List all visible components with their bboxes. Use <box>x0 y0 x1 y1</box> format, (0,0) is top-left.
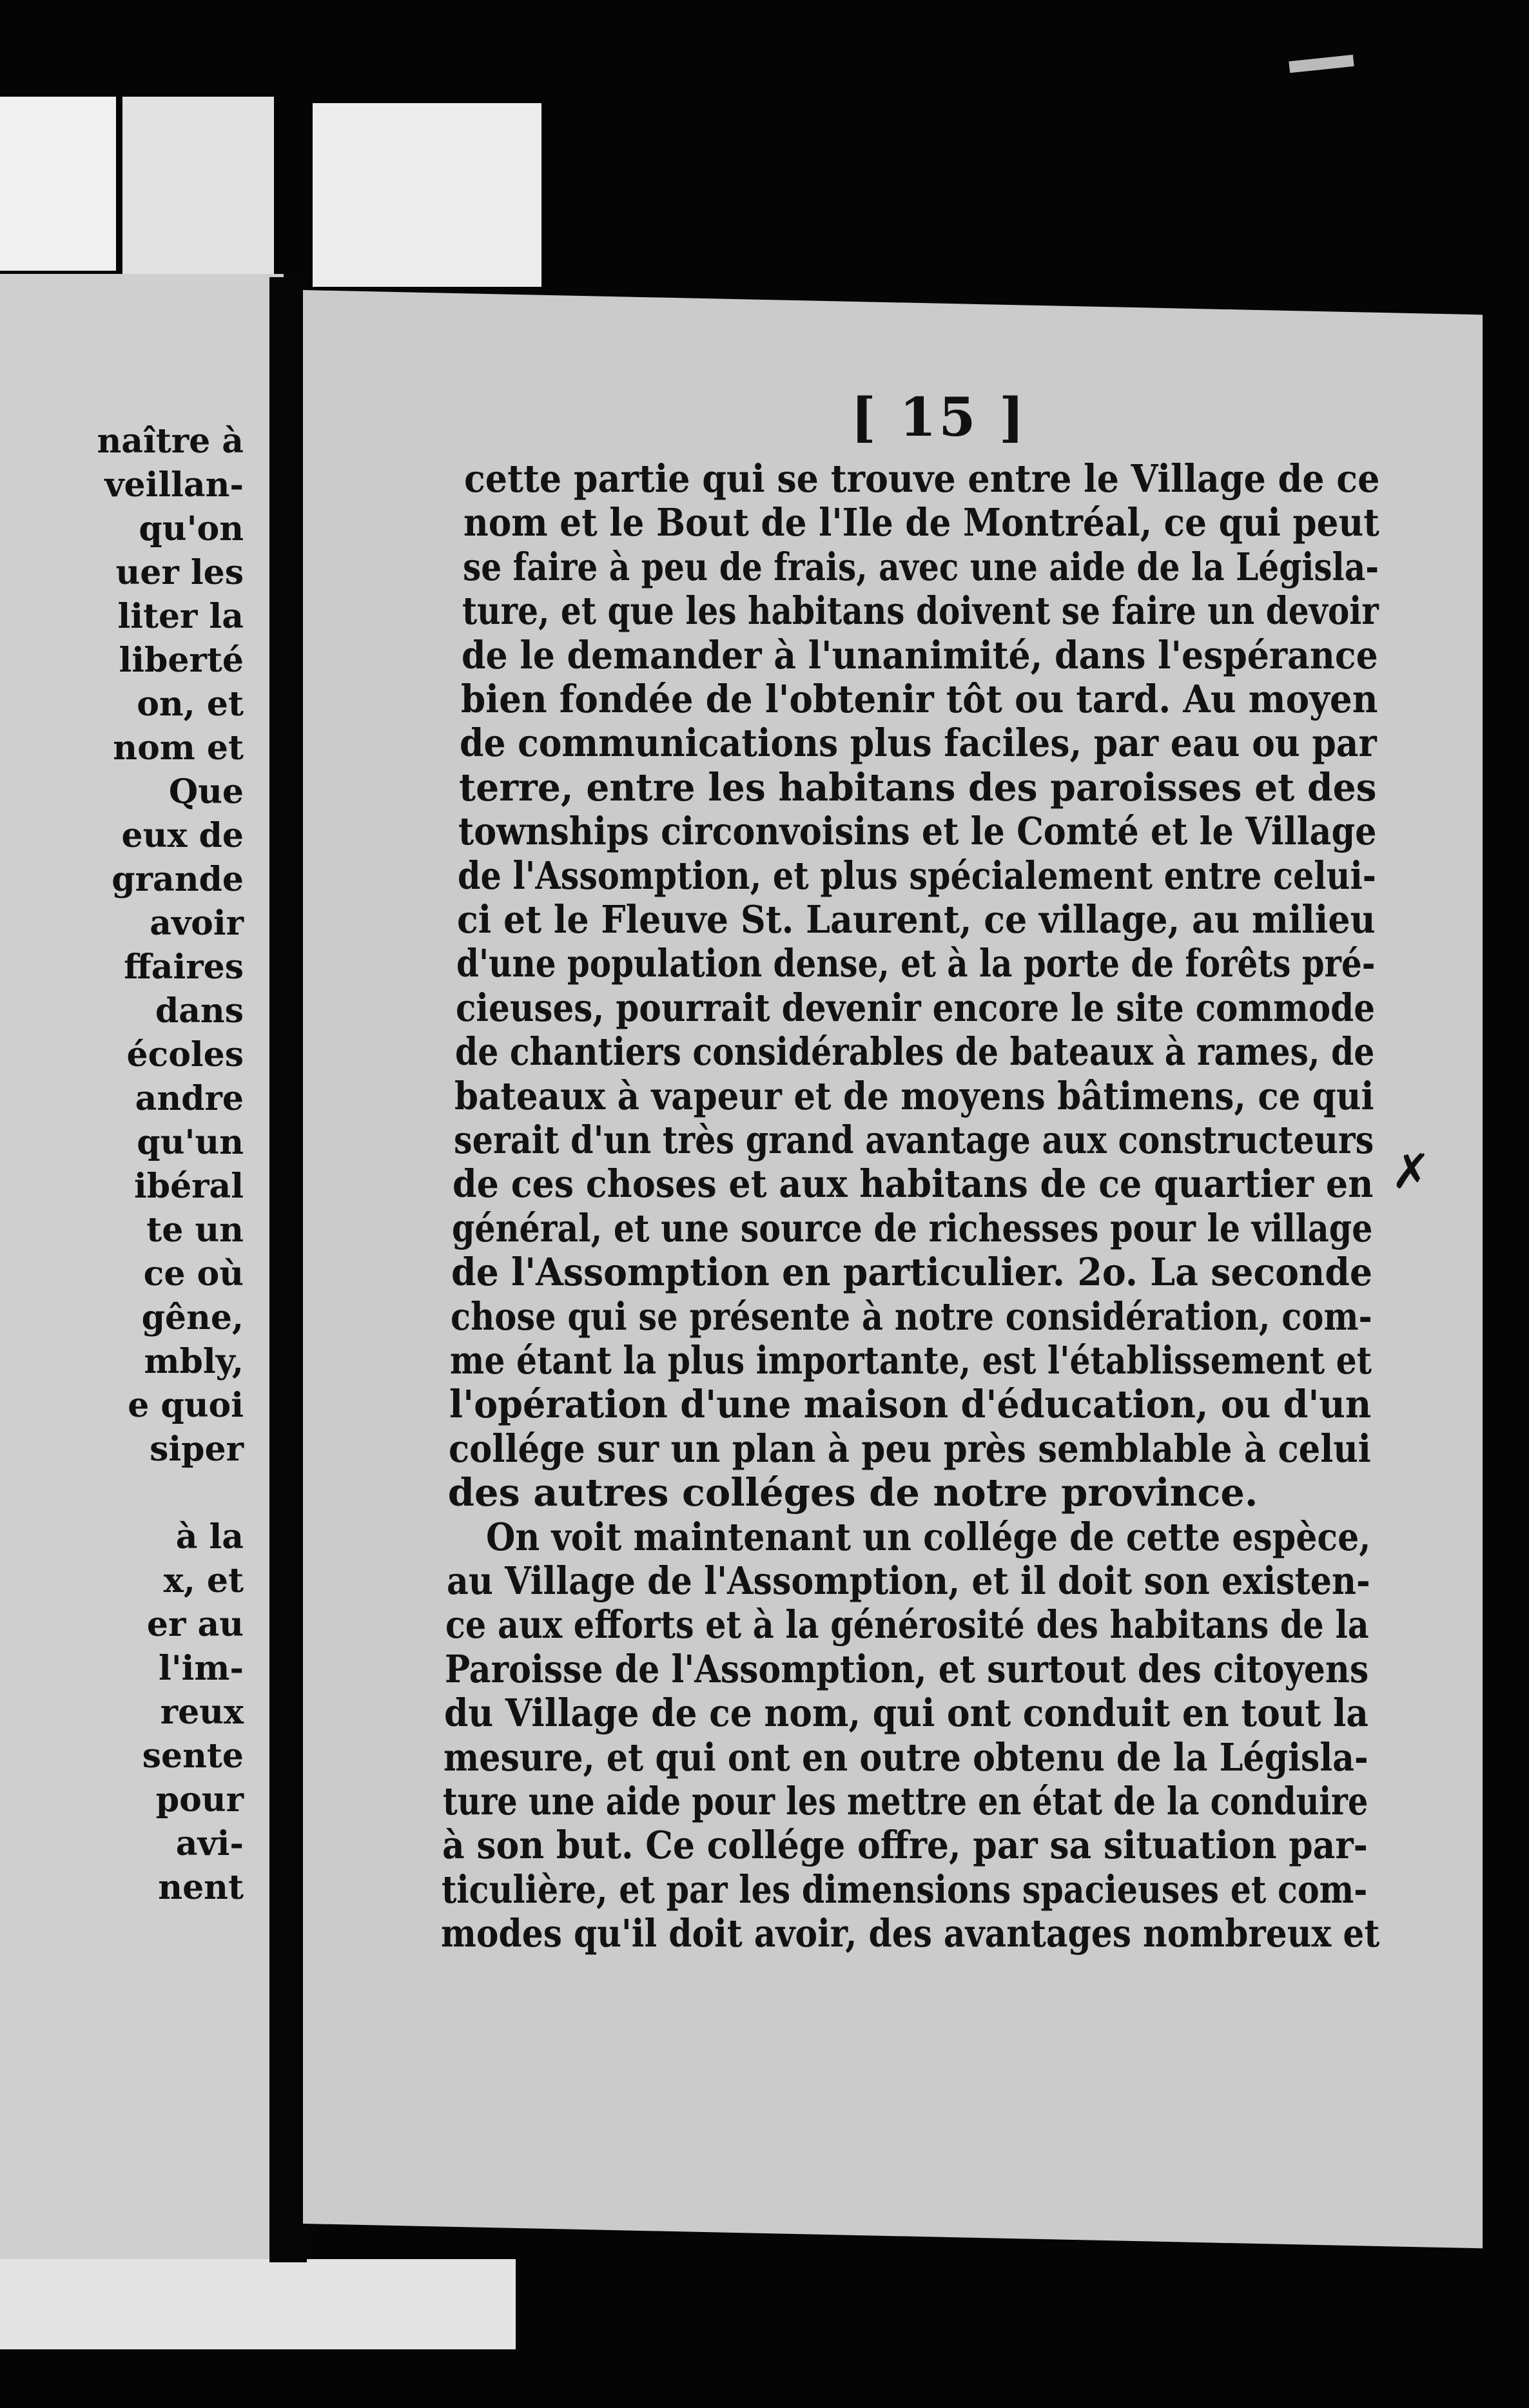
left-text-line: ce où <box>143 1254 244 1294</box>
middle-tab-strip <box>122 97 274 280</box>
left-text-line: te un <box>146 1210 244 1250</box>
text-line: de l'Assomption en particulier. 2o. La seconde <box>451 1250 1373 1295</box>
left-text-line: mbly, <box>144 1342 244 1381</box>
left-text-line: x, et <box>163 1561 244 1600</box>
text-line: de le demander à l'unanimité, dans l'espérance <box>461 632 1378 677</box>
left-text-line: nent <box>158 1868 244 1907</box>
bottom-tab-strip <box>0 2259 516 2349</box>
left-text-line: veillan- <box>104 465 244 505</box>
text-line: townships circonvoisins et le Comté et le Village <box>458 809 1377 854</box>
text-line: collége sur un plan à peu près semblable à celui <box>448 1426 1371 1471</box>
left-text-line: ffaires <box>124 947 244 987</box>
left-text-line: nom et <box>113 728 244 768</box>
text-line: au Village de l'Assomption, et il doit son existen- <box>446 1558 1370 1603</box>
page-number: [ 15 ] <box>851 387 1027 449</box>
left-text-line: er au <box>146 1605 244 1644</box>
text-line: à son but. Ce collége offre, par sa situation par- <box>442 1823 1368 1868</box>
left-text-line: liberté <box>119 641 244 680</box>
left-tab-strip <box>0 97 116 271</box>
text-line: bien fondée de l'obtenir tôt ou tard. Au moyen <box>460 677 1378 721</box>
text-line: On voit maintenant un collége de cette espèce, <box>485 1514 1371 1559</box>
left-text-line: avi- <box>175 1824 244 1863</box>
left-text-line: dans <box>155 991 244 1031</box>
text-line: ci et le Fleuve St. Laurent, ce village, au milieu <box>457 897 1376 942</box>
text-line: de l'Assomption, et plus spécialement entre celui- <box>458 853 1376 898</box>
right-tab-strip <box>313 103 541 287</box>
text-line: cieuses, pourrait devenir encore le site commode <box>455 985 1375 1030</box>
text-line: cette partie qui se trouve entre le Village de ce <box>464 456 1380 501</box>
text-line: général, et une source de richesses pour le village <box>452 1205 1373 1250</box>
text-line: de communications plus faciles, par eau ou par <box>460 721 1378 766</box>
left-page <box>0 274 284 2259</box>
left-text-line: sente <box>142 1736 244 1776</box>
binding-gutter <box>269 277 307 2262</box>
text-line: du Village de ce nom, qui ont conduit en tout la <box>444 1691 1369 1736</box>
text-line: modes qu'il doit avoir, des avantages nombreux et <box>440 1911 1380 1956</box>
text-line: se faire à peu de frais, avec une aide de la Législa- <box>462 544 1379 589</box>
text-line: de ces choses et aux habitans de ce quartier en <box>453 1161 1374 1207</box>
text-line: Paroisse de l'Assomption, et surtout des citoyens <box>445 1646 1369 1691</box>
edge-speck <box>1289 55 1354 73</box>
left-text-line: e quoi <box>128 1386 244 1425</box>
text-line: terre, entre les habitans des paroisses et des <box>459 764 1377 810</box>
text-line: chose qui se présente à notre considération, com- <box>451 1294 1372 1339</box>
left-text-line: liter la <box>117 597 244 636</box>
left-text-line: Que <box>168 772 244 811</box>
left-text-line: naître à <box>97 422 244 461</box>
left-text-line: gêne, <box>141 1298 244 1337</box>
left-text-line: uer les <box>115 553 244 592</box>
text-line: ture une aide pour les mettre en état de la conduire <box>443 1779 1368 1823</box>
text-line: serait d'un très grand avantage aux constructeurs <box>453 1118 1374 1162</box>
left-text-line: siper <box>150 1430 244 1469</box>
left-text-line: écoles <box>126 1035 244 1074</box>
left-text-line: qu'on <box>139 509 244 549</box>
left-text-line: qu'un <box>137 1123 244 1162</box>
left-text-line: avoir <box>150 904 244 943</box>
text-line: l'opération d'une maison d'éducation, ou d'un <box>449 1382 1372 1427</box>
left-text-line: l'im- <box>158 1649 244 1688</box>
left-text-line: ibéral <box>133 1167 244 1206</box>
left-text-line: on, et <box>137 685 244 724</box>
left-text-line: grande <box>112 860 244 899</box>
text-line: ce aux efforts et à la générosité des habitans de la <box>445 1602 1370 1647</box>
text-line: des autres colléges de notre province. <box>447 1470 1258 1515</box>
text-line: nom et le Bout de l'Ile de Montréal, ce qui peut <box>463 500 1379 545</box>
left-text-line: à la <box>175 1517 244 1557</box>
left-text-line: andre <box>135 1079 244 1118</box>
text-line: de chantiers considérables de bateaux à rames, de <box>454 1029 1375 1074</box>
left-text-line: pour <box>155 1780 244 1820</box>
text-line: me étant la plus importante, est l'établissement et <box>450 1338 1372 1383</box>
left-text-line: reux <box>160 1693 244 1732</box>
text-line: bateaux à vapeur et de moyens bâtimens, ce qui <box>454 1073 1374 1118</box>
text-line: ticulière, et par les dimensions spacieuses et com- <box>441 1867 1368 1912</box>
text-line: ture, et que les habitans doivent se faire un devoir <box>462 588 1379 634</box>
text-line: mesure, et qui ont en outre obtenu de la Législa- <box>443 1734 1368 1780</box>
margin-mark: ✗ <box>1391 1144 1432 1199</box>
left-text-line: eux de <box>121 816 244 855</box>
text-line: d'une population dense, et à la porte de forêts pré- <box>456 941 1376 986</box>
